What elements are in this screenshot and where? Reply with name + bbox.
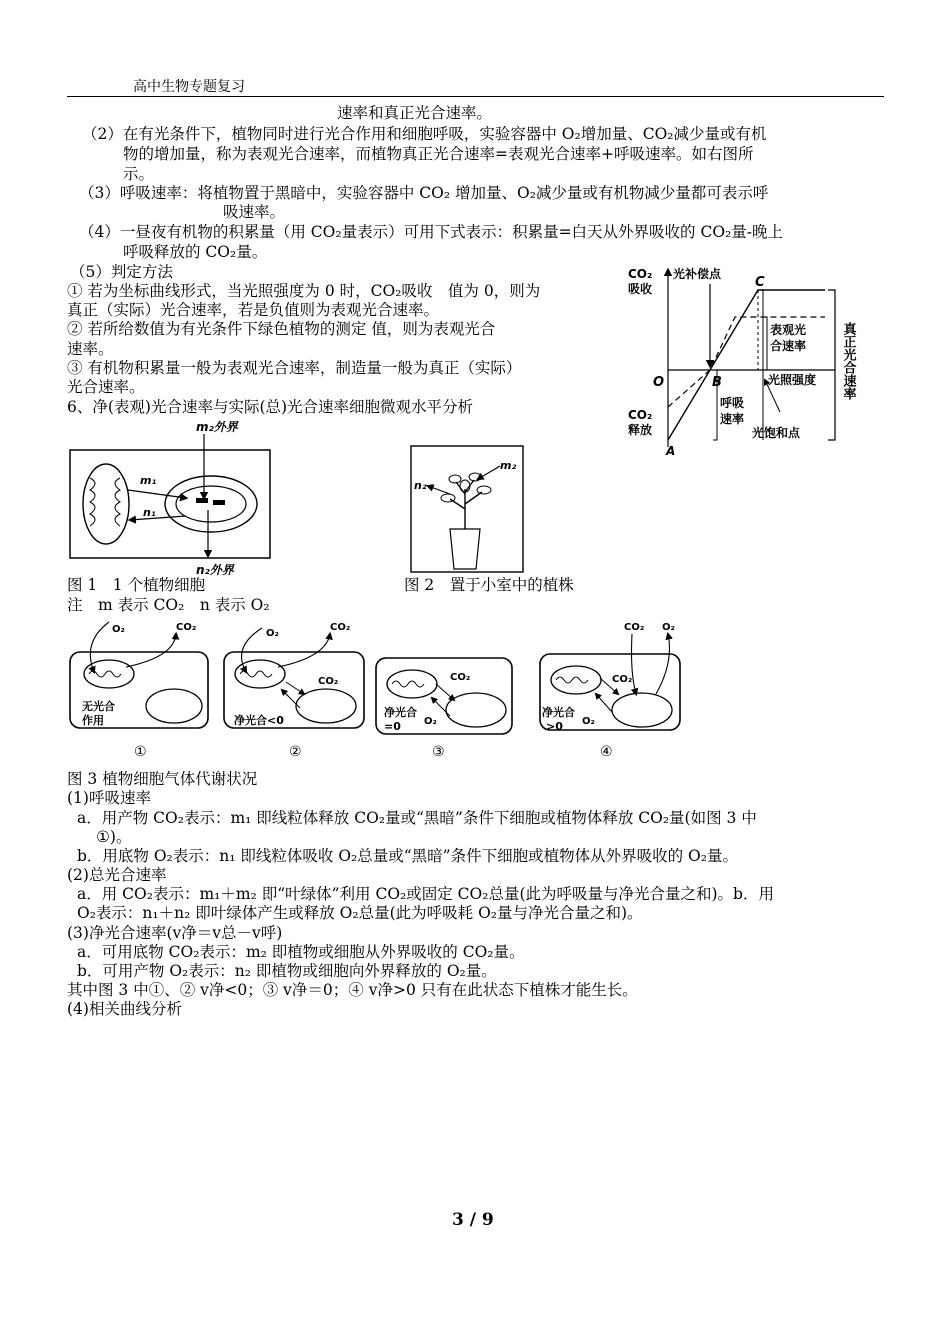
note-line: 注 m 表示 CO₂ n 表示 O₂ [67,596,270,614]
text-line: 光合速率。 [67,378,145,396]
true-rate-label: 真正光合速率 [840,322,856,400]
photosynthesis-graph [620,262,870,457]
c1-label1: 无光合 [82,700,115,713]
text-line: b．可用产物 O₂表示：n₂ 即植物或细胞向外界释放的 O₂量。 [77,962,497,980]
graph-ybot-label: CO₂ [628,408,653,422]
origin-label: O [653,375,665,390]
svg-text:O₂: O₂ [112,624,125,635]
comp-point-label: 光补偿点 [673,267,722,281]
page-number: 3 / 9 [452,1210,494,1230]
text-line: ① 若为坐标曲线形式，当光照强度为 0 时，CO₂吸收 值为 0，则为 [67,282,541,300]
fig1-n2-label: n₂外界 [196,563,234,577]
c4-label2: >0 [546,720,563,733]
header-title: 高中生物专题复习 [133,79,245,95]
pot [450,529,480,569]
chloroplast-outer [165,476,257,532]
svg-text:O₂: O₂ [266,628,279,639]
c3-label2: =0 [384,720,401,733]
text-line: 速率。 [67,340,114,358]
text-line: (3)净光合速率(v净＝v总－v呼) [67,924,283,942]
text-line: ③ 有机物积累量一般为表观光合速率，制造量一般为真正（实际） [67,359,522,377]
resp-label1: 呼吸 [720,396,745,410]
text-line: a．用产物 CO₂表示：m₁ 即线粒体释放 CO₂量或“黑暗”条件下细胞或植物体释放 CO₂量(如图 3 中 [77,809,757,827]
graph-ytop-label: CO₂ [628,267,653,281]
text-line: 真正（实际）光合速率，若是负值则为表观光合速率。 [67,301,440,319]
figure1-cell [68,418,273,578]
text-line: （3）呼吸速率：将植物置于黑暗中，实验容器中 CO₂ 增加量、O₂减少量或有机物减少量都可表示呼 [79,184,769,202]
fig1-m1-label: m₁ [140,474,157,487]
text-line: 速率和真正光合速率。 [337,104,493,122]
graph-ytop-label2: 吸收 [628,282,653,296]
point-b-label: B [712,375,722,390]
c4-label1: 净光合 [542,706,575,719]
c2-label: 净光合<0 [234,714,284,727]
svg-text:CO₂: CO₂ [612,674,633,685]
figure2-plant [408,444,528,574]
text-line: b．用底物 O₂表示：n₁ 即线粒体吸收 O₂总量或“黑暗”条件下细胞或植物体从外界吸收的 O₂量。 [77,847,738,865]
text-line: (4)相关曲线分析 [67,1000,182,1018]
fig2-m2-label: m₂ [500,459,517,472]
fig1-n1-label: n₁ [143,506,156,519]
graph-ybot-label2: 释放 [628,423,653,437]
mitochondrion [83,464,129,544]
text-line: （4）一昼夜有机物的积累量（用 CO₂量表示）可用下式表示：积累量=白天从外界吸收的 CO₂量-晚上 [79,223,784,241]
resp-label2: 速率 [720,412,745,426]
text-line: 物的增加量，称为表观光合速率，而植物真正光合速率=表观光合速率+呼吸速率。如右图所 [123,145,754,163]
text-line: 吸速率。 [223,203,286,221]
svg-text:CO₂: CO₂ [450,672,471,683]
c3-number: ③ [432,744,445,760]
svg-text:O₂: O₂ [424,716,437,727]
text-line: a．可用底物 CO₂表示：m₂ 即植物或细胞从外界吸收的 CO₂量。 [77,943,525,961]
svg-text:CO₂: CO₂ [176,622,197,633]
svg-text:CO₂: CO₂ [624,622,645,633]
text-line: （2）在有光条件下，植物同时进行光合作用和细胞呼吸，实验容器中 O₂增加量、CO₂减少量或有机 [82,125,767,143]
true-rate-curve [668,290,825,440]
text-line: 6、净(表观)光合速率与实际(总)光合速率细胞微观水平分析 [67,398,474,416]
c4-number: ④ [600,744,613,760]
sat-point-label: 光饱和点 [752,426,801,440]
fig1-m2-label: m₂外界 [196,420,238,434]
text-line: (2)总光合速率 [67,866,167,884]
text-line: 示。 [123,165,155,183]
c2-number: ② [289,744,302,760]
header-rule [67,96,884,97]
text-line: （5）判定方法 [70,263,173,281]
svg-text:CO₂: CO₂ [330,622,351,633]
fig3-caption: 图 3 植物细胞气体代谢状况 [67,770,258,788]
fig2-n2-label: n₂ [414,479,427,492]
c1-number: ① [134,744,147,760]
text-line: ①)。 [96,828,132,846]
fig1-caption: 图 1 1 个植物细胞 [67,576,206,594]
c1-label2: 作用 [82,714,104,727]
text-line: O₂表示：n₁＋n₂ 即叶绿体产生或释放 O₂总量(此为呼吸耗 O₂量与净光合量之和)。 [77,904,643,922]
text-line: a．用 CO₂表示：m₁＋m₂ 即“叶绿体”利用 CO₂或固定 CO₂总量(此为呼吸量与净光合量之和)。b．用 [77,885,774,903]
apparent-label2: 合速率 [770,339,807,353]
text-line: (1)呼吸速率 [67,789,151,807]
svg-text:O₂: O₂ [662,622,675,633]
text-line: 呼吸释放的 CO₂量。 [123,243,268,261]
svg-text:O₂: O₂ [582,716,595,727]
figure3-cells [64,612,694,767]
point-c-label: C [755,275,765,290]
c3-label1: 净光合 [384,706,417,719]
text-line: ② 若所给数值为有光条件下绿色植物的测定 值，则为表观光合 [67,320,496,338]
apparent-label1: 表观光 [770,323,807,337]
x-axis-label: 光照强度 [768,373,817,387]
svg-text:CO₂: CO₂ [318,676,339,687]
text-line: 其中图 3 中①、② v净<0；③ v净＝0；④ v净>0 只有在此状态下植株才能生长。 [67,981,638,999]
point-a-label: A [666,444,676,457]
fig2-caption: 图 2 置于小室中的植株 [404,576,574,594]
